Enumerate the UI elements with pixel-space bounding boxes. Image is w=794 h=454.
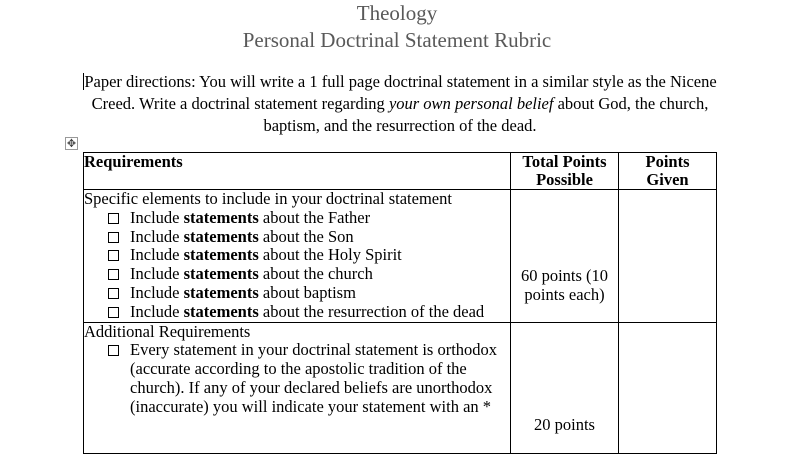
document-title: Theology [356,1,438,25]
section-heading: Additional Requirements [84,321,251,341]
checkbox-icon[interactable] [108,345,119,356]
header-requirements: Requirements [84,153,511,190]
points-given-cell[interactable] [619,322,717,453]
table-header-row [84,153,717,190]
points-possible-cell: 60 points (10 points each) [511,190,619,323]
table-move-handle-icon[interactable]: ✥ [66,137,77,150]
checklist-item: Include statements about the Father [84,209,510,228]
checklist-item: Include statements about baptism [84,284,510,303]
paper-directions [80,71,720,137]
table-row [84,322,717,453]
requirements-cell [84,322,511,453]
points-possible-cell: 20 points [511,322,619,453]
checklist-item: Include statements about the Son [84,228,510,247]
requirements-cell [84,190,511,323]
checkbox-icon[interactable] [108,307,119,318]
checkbox-icon[interactable] [108,250,119,261]
directions-text-start: Paper directions: You will write a 1 full page doctrinal statement in a similar style as the Nicene Creed. Write a doctrinal statement regarding [84,72,717,113]
header-points-given: Points Given [619,153,717,190]
points-given-cell[interactable] [619,190,717,323]
checkbox-icon[interactable] [108,232,119,243]
table-row [84,190,717,323]
rubric-table [83,152,717,454]
section-heading: Specific elements to include in your doctrinal statement [84,189,452,208]
checkbox-icon[interactable] [108,269,119,280]
checklist-item: Every statement in your doctrinal statement is orthodox (accurate according to the apostolic tradition of the church). If any of your declared beliefs are unorthodox (inaccurate) you will indicate your statement with an * [84,341,510,416]
checkbox-icon[interactable] [108,288,119,299]
document-subtitle: Personal Doctrinal Statement Rubric [242,28,552,52]
header-total-points: Total Points Possible [511,153,619,190]
checklist-item: Include statements about the resurrection of the dead [84,303,510,322]
checkbox-icon[interactable] [108,213,119,224]
directions-emphasis: your own personal belief [388,94,554,113]
checklist-item: Include statements about the Holy Spirit [84,246,510,265]
checklist-item: Include statements about the church [84,265,510,284]
directions-text-end: about God, the church, baptism, and the resurrection of the dead. [263,94,709,135]
